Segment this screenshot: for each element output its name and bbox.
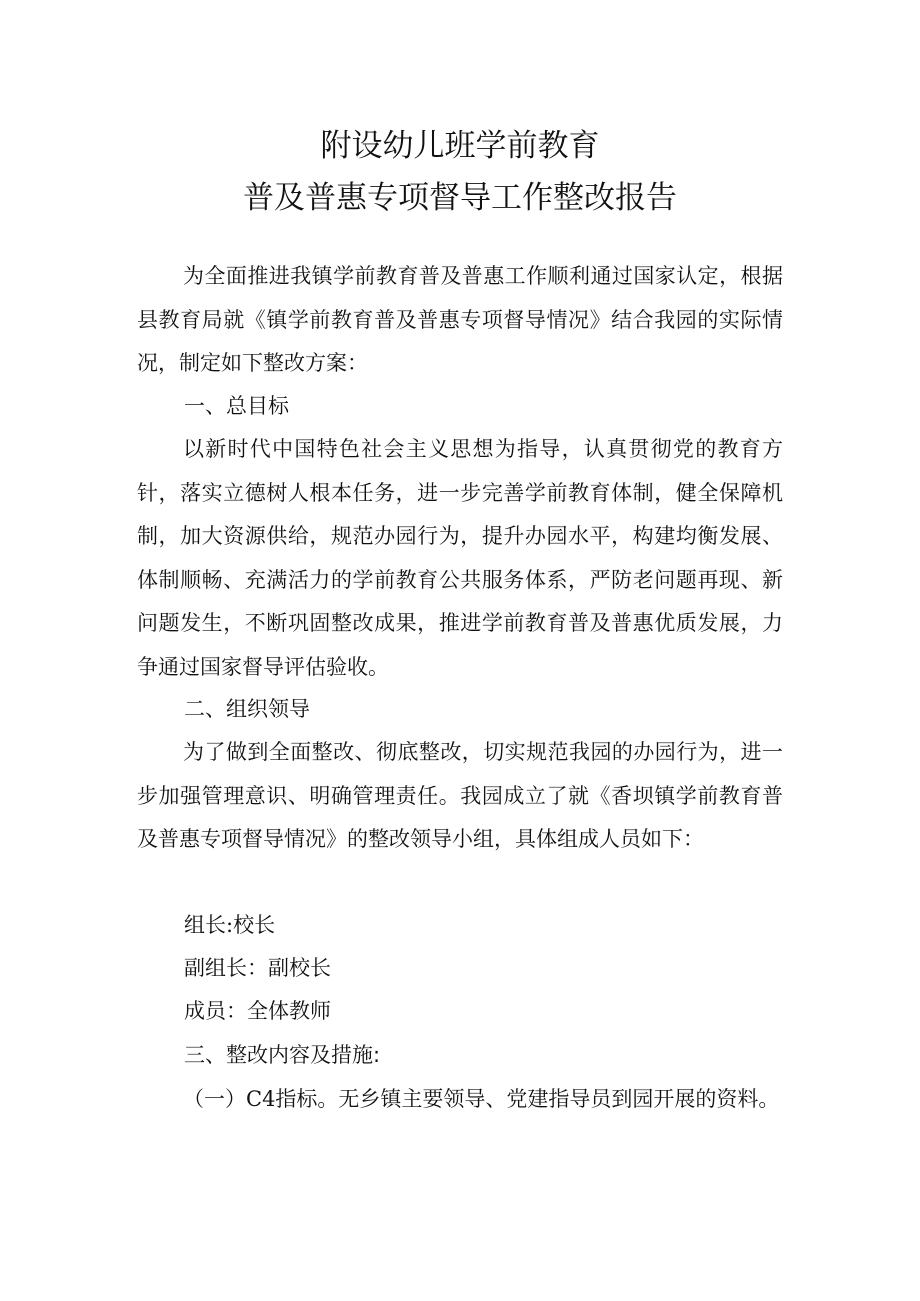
item1-paragraph: （一）C4指标。无乡镇主要领导、党建指导员到园开展的资料。 <box>183 1087 780 1111</box>
document-title-line2: 普及普惠专项督导工作整改报告 <box>243 180 677 216</box>
document-title-line1: 附设幼儿班学前教育 <box>320 128 600 164</box>
section1-heading: 一、总目标 <box>184 394 289 418</box>
leader-line: 组长:校长 <box>184 913 276 937</box>
section1-paragraph: 以新时代中国特色社会主义思想为指导，认真贯彻党的教育方针，落实立德树人根本任务，进一步完善学前教育体制，健全保障机制，加大资源供给，规范办园行为，提升办园水平，构建均衡发展、体制顺畅、充满活力的学前教育公共服务体系，严防老问题再现、新问题发生，不断巩固整改成果，推进学前教育普及普惠优质发展，力争通过国家督导评估验收。 <box>137 437 783 679</box>
section3-heading: 三、整改内容及措施: <box>184 1043 381 1067</box>
section2-heading: 二、组织领导 <box>184 697 310 721</box>
members-line: 成员：全体教师 <box>184 999 331 1023</box>
section2-paragraph: 为了做到全面整改、彻底整改，切实规范我园的办园行为，进一步加强管理意识、明确管理责任。我园成立了就《香坝镇学前教育普及普惠专项督导情况》的整改领导小组，具体组成人员如下： <box>137 740 783 851</box>
intro-paragraph: 为全面推进我镇学前教育普及普惠工作顺利通过国家认定，根据县教育局就《镇学前教育普及普惠专项督导情况》结合我园的实际情况，制定如下整改方案： <box>137 264 783 375</box>
deputy-line: 副组长：副校长 <box>184 956 331 980</box>
